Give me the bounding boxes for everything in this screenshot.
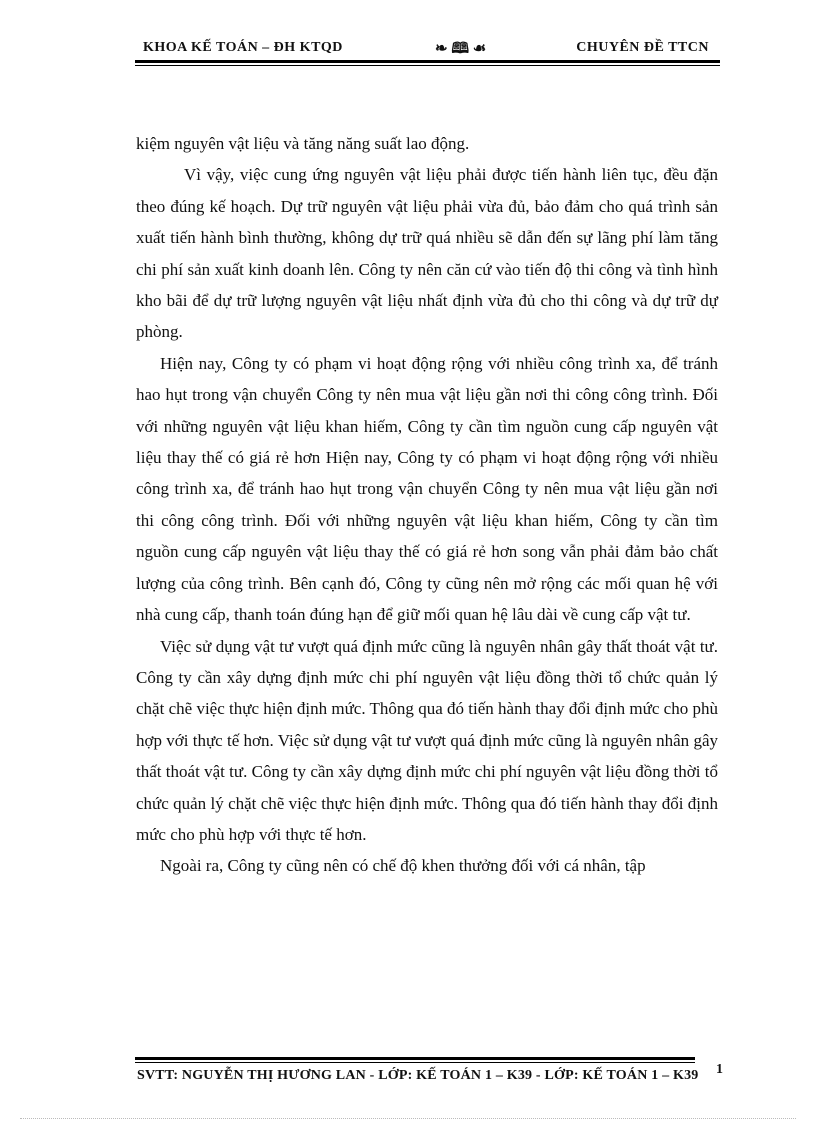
book-ornament-icon: ❧ 🕮 ☙	[435, 41, 487, 57]
page-header	[135, 38, 719, 60]
header-report-title: CHUYÊN ĐỀ TTCN	[576, 40, 709, 55]
page-footer	[137, 1068, 777, 1084]
header-rule	[135, 60, 720, 63]
paragraph-2: Vì vậy, việc cung ứng nguyên vật liệu phải được tiến hành liên tục, đều đặn theo đúng kế hoạch. Dự trữ nguyên vật liệu phải vừa đủ, bảo đảm cho quá trình sản xuất tiến hành bình thường, không dự trữ quá nhiều sẽ dẫn đến sự lãng phí làm tăng chi phí sản xuất kinh doanh lên. Công ty nên căn cứ vào tiến độ thi công và tình hình kho bãi để dự trữ lượng nguyên vật liệu nhất định vừa đủ cho thi công và dự trữ dự phòng.	[136, 165, 718, 342]
paragraph-1: kiệm nguyên vật liệu và tăng năng suất lao động.	[136, 134, 470, 153]
document-body	[136, 128, 718, 882]
page-edge-dots	[20, 1118, 796, 1119]
footer-rule	[135, 1057, 695, 1060]
paragraph-4: Việc sử dụng vật tư vượt quá định mức cũng là nguyên nhân gây thất thoát vật tư. Công ty cần xây dựng định mức chi phí nguyên vật liệu đồng thời tổ chức quản lý chặt chẽ việc thực hiện định mức. Thông qua đó tiến hành thay đổi định mức cho phù hợp với thực tế hơn. Việc sử dụng vật tư vượt quá định mức cũng là nguyên nhân gây thất thoát vật tư. Công ty cần xây dựng định mức chi phí nguyên vật liệu đồng thời tổ chức quản lý chặt chẽ việc thực hiện định mức. Thông qua đó tiến hành thay đổi định mức cho phù hợp với thực tế hơn.	[136, 636, 718, 844]
page-number: 1	[716, 1062, 723, 1077]
header-faculty: KHOA KẾ TOÁN – ĐH KTQD	[143, 40, 343, 55]
paragraph-3: Hiện nay, Công ty có phạm vi hoạt động rộng với nhiều công trình xa, để tránh hao hụt trong vận chuyển Công ty nên mua vật liệu gần nơi thi công công trình. Đối với những nguyên vật liệu khan hiếm, Công ty cần tìm nguồn cung cấp nguyên vật liệu thay thế có giá rẻ hơn Hiện nay, Công ty có phạm vi hoạt động rộng với nhiều công trình xa, để tránh hao hụt trong vận chuyển Công ty nên mua vật liệu gần nơi thi công công trình. Đối với những nguyên vật liệu khan hiếm, Công ty cần tìm nguồn cung cấp nguyên vật liệu thay thế có giá rẻ hơn song vẫn phải đảm bảo chất lượng của công trình. Bên cạnh đó, Công ty cũng nên mở rộng các mối quan hệ với nhà cung cấp, thanh toán đúng hạn để giữ mối quan hệ lâu dài về cung cấp vật tư.	[136, 353, 718, 625]
paragraph-5: Ngoài ra, Công ty cũng nên có chế độ khen thưởng đối với cá nhân, tập	[160, 856, 646, 876]
header-rule-thin	[135, 65, 720, 66]
footer-student-info: SVTT: NGUYỄN THỊ HƯƠNG LAN - LỚP: KẾ TOÁN 1 – K39 - LỚP: KẾ TOÁN 1 – K39	[137, 1068, 699, 1083]
footer-rule-thin	[135, 1062, 695, 1063]
